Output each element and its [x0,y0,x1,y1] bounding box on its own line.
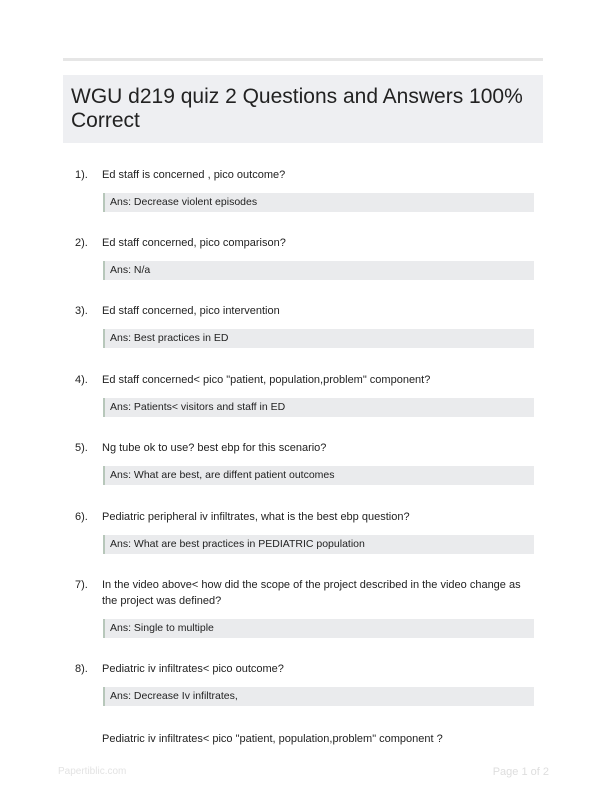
question-number: 5). [75,442,88,454]
question-number: 3). [75,305,88,317]
question-text: Pediatric peripheral iv infiltrates, what is the best ebp question? [102,511,410,523]
question-number: 4). [75,374,88,386]
question-text: Ed staff is concerned , pico outcome? [102,169,286,181]
page-number: Page 1 of 2 [492,766,549,778]
question-text: Pediatric iv infiltrates< pico "patient, population,problem" component ? [102,733,443,745]
answer-box: Ans: N/a [103,261,534,280]
answer-box: Ans: Decrease violent episodes [103,193,534,212]
question-text: Ng tube ok to use? best ebp for this scenario? [102,442,327,454]
answer-box: Ans: What are best, are diffent patient outcomes [103,466,534,485]
question-text: Ed staff concerned, pico intervention [102,305,280,317]
question-number: 2). [75,237,88,249]
question-text: Ed staff concerned, pico comparison? [102,237,286,249]
answer-box: Ans: Best practices in ED [103,329,534,348]
question-number: 8). [75,663,88,675]
footer-watermark: Papertiblic.com [58,766,127,777]
title-banner [63,75,543,143]
question-number: 1). [75,169,88,181]
answer-box: Ans: What are best practices in PEDIATRIC population [103,535,534,554]
top-divider [63,58,543,61]
question-text: Ed staff concerned< pico "patient, population,problem" component? [102,374,431,386]
answer-box: Ans: Single to multiple [103,619,534,638]
question-number: 6). [75,511,88,523]
answer-box: Ans: Patients< visitors and staff in ED [103,398,534,417]
question-text: In the video above< how did the scope of the project described in the video change as the project was defined? [102,579,521,607]
document-title: WGU d219 quiz 2 Questions and Answers 100% Correct [71,85,523,132]
answer-box: Ans: Decrease Iv infiltrates, [103,687,534,706]
question-text: Pediatric iv infiltrates< pico outcome? [102,663,284,675]
question-number: 7). [75,579,88,591]
